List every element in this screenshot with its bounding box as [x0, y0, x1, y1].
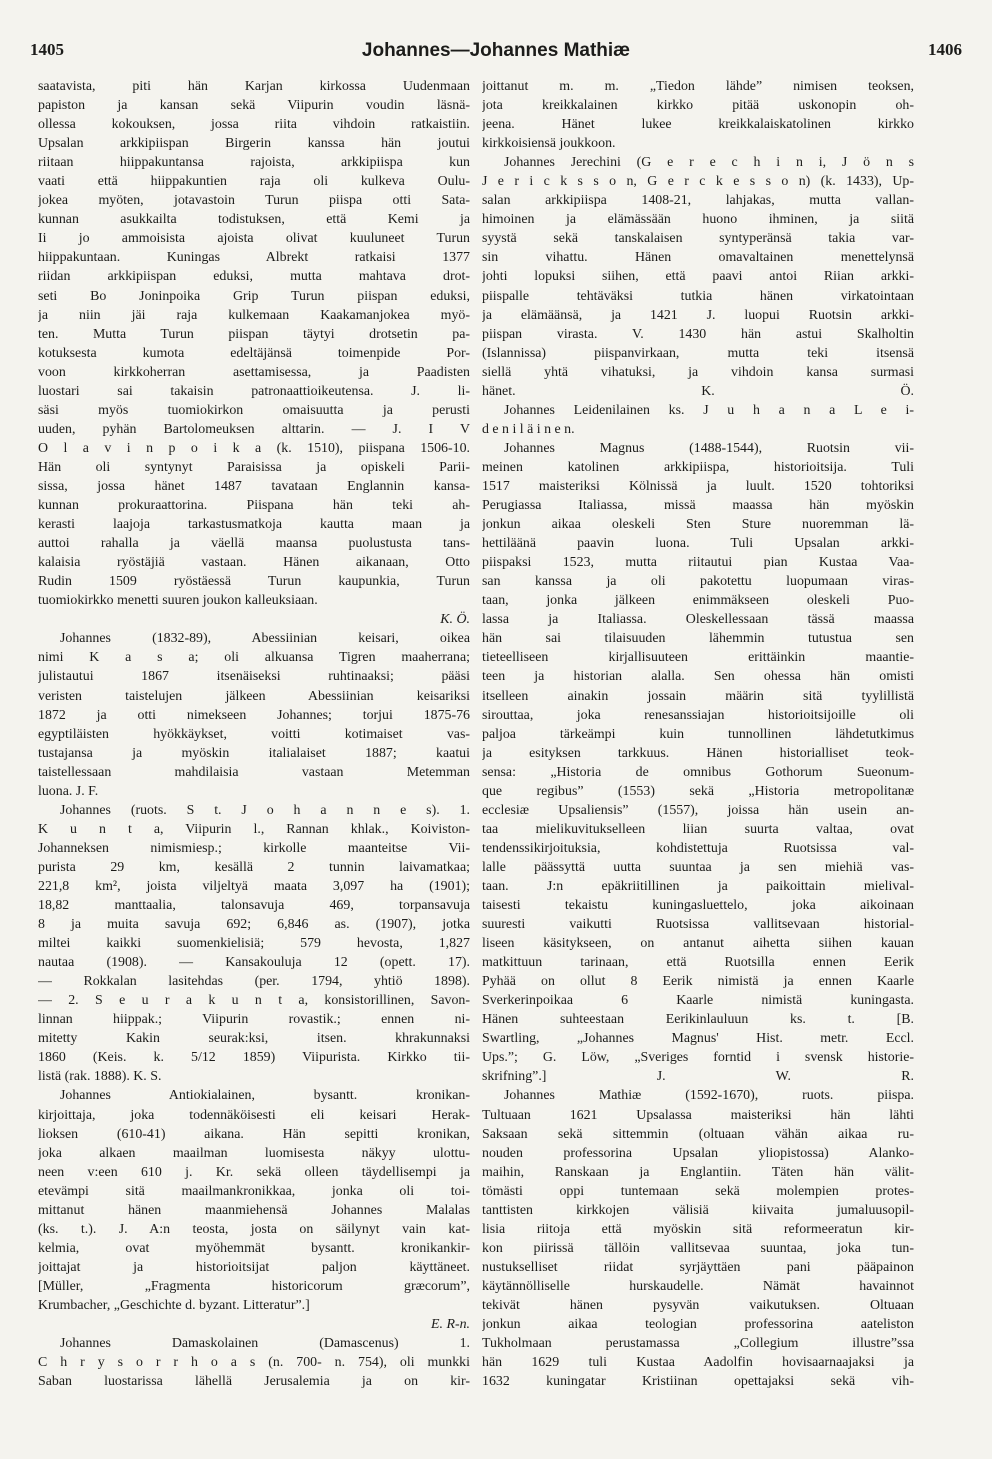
text-line: tustajansa ja myöskin italialaiset 1887; kaatui	[38, 745, 470, 761]
text-line: kalaisia ryöstäjiä vastaan. Hänen aikanaan, Otto	[38, 555, 470, 571]
text-line: (ks. t.). J. A:n teosta, josta on säilynyt vain kat-	[38, 1221, 470, 1237]
text-line: Hänen suhteestaan Eerikinlauluun ks. t. [B.	[482, 1012, 914, 1028]
text-line: Ii jo ammoisista ajoista olivat kuuluneet Turun	[38, 231, 470, 247]
text-line: Johannes Mathiæ (1592-1670), ruots. piispa.	[504, 1088, 914, 1104]
text-line: paljoa tärkeämpi kuin tunnollinen lähdetutkimus	[482, 726, 914, 742]
text-line: mitetty Kakin seurak:ksi, itsen. khrakunnaksi	[38, 1031, 470, 1047]
text-line: lisia riitoja että myöskin sitä reformeeratun kir-	[482, 1221, 914, 1237]
text-line: joittanut m. m. „Tiedon lähde” nimisen teoksen,	[482, 79, 914, 94]
text-line: nautaa (1908). — Kansakouluja 12 (opett. 17).	[38, 955, 470, 971]
text-line: Saban luostarissa lähellä Jerusalemia ja on kir-	[38, 1374, 470, 1390]
text-line: Sverkerinpoikaa 6 Kaarle nimistä kuningasta.	[482, 993, 914, 1009]
text-line: liseen käsitykseen, on antanut aihetta siihen kauan	[482, 936, 914, 952]
text-line: matkittuun tarinaan, että Ruotsilla ennen Eerik	[482, 955, 914, 971]
text-line: Johannes Magnus (1488-1544), Ruotsin vii-	[504, 440, 914, 456]
page-header	[0, 40, 992, 70]
text-line: ecclesiæ Upsaliensis” (1557), joissa hän usein an-	[482, 802, 914, 818]
text-line: 1872 ja otti nimekseen Johannes; torjui 1875-76	[38, 707, 470, 723]
text-line: siellä yhtä vihatuksi, ja vihdoin kansa surmasi	[482, 364, 914, 380]
text-line: Tultuaan 1621 Upsalassa maisteriksi hän lähti	[482, 1107, 914, 1123]
text-line: Johannes Damaskolainen (Damascenus) 1.	[60, 1336, 470, 1352]
text-line: himoinen ja elämässään huono ihminen, ja siitä	[482, 212, 914, 228]
text-line: vaati että hiippakuntien raja oli kulkeva Oulu-	[38, 174, 470, 190]
text-line: neen v:een 610 j. Kr. sekä olleen täydellisempi ja	[38, 1164, 470, 1180]
text-line: jota kreikkalainen kirkko pitää uskonopin oh-	[482, 98, 914, 114]
text-line: taan. J:n epäkriitillinen ja paikoittain mielival-	[482, 878, 914, 894]
text-line: tanttisten kirkkojen välisiä kiivaita jumaluusopil-	[482, 1202, 914, 1218]
text-line: Krumbacher, „Geschichte d. byzant. Litteratur”.]	[38, 1298, 310, 1313]
text-line: lalle päässyttä uutta suuntaa ja sen miehiä vas-	[482, 859, 914, 875]
text-line: säsi myös tuomiokirkon omaisuutta ja perusti	[38, 402, 470, 418]
text-line: nouden professorina Upsalan yliopistossa) Alanko-	[482, 1145, 914, 1161]
text-line: C h r y s o r r h o a s (n. 700- n. 754), oli munkki	[38, 1355, 470, 1371]
text-line: Johannes (ruots. S t. J o h a n n e s). 1.	[60, 802, 470, 818]
text-line: 1517 maisteriksi Kölnissä ja luult. 1520 tohtoriksi	[482, 478, 914, 494]
running-title: Johannes—Johannes Mathiæ	[361, 40, 631, 61]
text-line: suuresti vaikutti Ruotsissa vallitsevaan historial-	[482, 917, 914, 933]
text-line: linnan hiippak.; Viipurin rovastik.; ennen ni-	[38, 1012, 470, 1028]
text-line: egyptiläisten hyökkäykset, voitti kotimaiset vas-	[38, 726, 470, 742]
text-line: ten. Mutta Turun piispan täytyi drotsetin pa-	[38, 326, 470, 342]
page-number-right: 1406	[928, 40, 962, 59]
text-line: luostari sai takaisin patronaattioikeutensa. J. li-	[38, 383, 470, 399]
text-line: jonkun aikaa teologian professorina aateliston	[482, 1317, 914, 1333]
text-line: riidan arkkipiispan eduksi, mutta mahtava drot-	[38, 269, 470, 285]
text-line: johti lopuksi siihen, että paavi antoi Riian arkki-	[482, 269, 914, 285]
text-line: taa mielikuvitukselleen liian suurta valtaa, ovat	[482, 821, 914, 837]
text-line: Swartling, „Johannes Magnus' Hist. metr. Eccl.	[482, 1031, 914, 1047]
text-line: san kanssa ja oli pakotettu luopumaan viras-	[482, 574, 914, 590]
text-line: riitaan hiippakuntansa rajoista, arkkipiispa kun	[38, 155, 470, 171]
text-line: que regibus” (1553) sekä „Historia metropolitanæ	[482, 783, 914, 799]
text-line: Rudin 1509 ryöstäessä Turun kaupunkia, Turun	[38, 574, 470, 590]
text-line: joka alkaen maailman luomisesta näkyy ulottu-	[38, 1145, 470, 1161]
text-line: miltei kaikki suomenkielisiä; 579 hevosta, 1,827	[38, 936, 470, 952]
text-line: saatavista, piti hän Karjan kirkossa Uudenmaan	[38, 79, 470, 94]
text-line: tendenssikirjoituksia, kohdistettuja Ruotsissa val-	[482, 840, 914, 856]
text-line: J e r i c k s s o n, G e r c k e s s o n) (k. 1433), Up-	[482, 174, 914, 190]
text-line: käytännölliselle hurskaudelle. Nämät havainnot	[482, 1278, 914, 1294]
text-line: kirkkoisiensä joukkoon.	[482, 136, 616, 152]
text-line: Johannes Antiokialainen, bysantt. kronikan-	[60, 1088, 470, 1104]
text-line: — Rokkalan lasitehdas (per. 1794, yhtiö 1898).	[38, 974, 470, 990]
text-line: veristen taistelujen jälkeen Abessiinian keisariksi	[38, 688, 470, 704]
text-line: hän sai tilaisuuden lähemmin tutustua sen	[482, 631, 914, 647]
text-line: hän 1629 tuli Kustaa Aadolfin hovisaarnaajaksi ja	[482, 1355, 914, 1371]
text-line: E. R-n.	[431, 1317, 470, 1333]
text-line: Ups.”; G. Löw, „Sveriges forntid i svensk historie-	[482, 1050, 914, 1066]
text-line: nustukselliset riidat syrjäyttäen pani pääpainon	[482, 1259, 914, 1275]
text-line: Tukholmaan perustamassa „Collegium illustre”ssa	[482, 1336, 914, 1352]
text-line: Johannes Leidenilainen ks. J u h a n a L e i-	[504, 402, 914, 418]
text-line: voon kirkkoherran asettamisessa, ja Paadisten	[38, 364, 470, 380]
text-line: sissa, jossa hänet 1487 tavataan Englannin kansa-	[38, 478, 470, 494]
text-line: 18,82 manttaalia, talonsavuja 469, torpansavuja	[38, 898, 470, 914]
text-line: julistautui 1867 itsenäiseksi ruhtinaaksi; pääsi	[38, 669, 470, 685]
left-text-column	[38, 77, 470, 1433]
text-line: jokea myöten, jotavastoin Turun piispa otti Sata-	[38, 193, 470, 209]
text-line: lioksen (610-41) aikana. Hän sepitti kronikan,	[38, 1126, 470, 1142]
text-line: Hän oli syntynyt Paraisissa ja opiskeli Parii-	[38, 459, 470, 475]
text-line: hettiläänä paavin luona. Tuli Upsalan arkki-	[482, 536, 914, 552]
text-line: itselleen ainakin jossain määrin sitä tyylillistä	[482, 688, 914, 704]
text-line: tieteelliseen kirjallisuuteen erittäinkin maantie-	[482, 650, 914, 666]
text-line: (Islannissa) piispanvirkaan, mutta teki itsensä	[482, 345, 914, 361]
text-line: lassa ja Italiassa. Oleskellessaan tässä maassa	[482, 612, 914, 628]
text-line: syystä sekä tanskalaisen syntyperänsä takia var-	[482, 231, 914, 247]
text-line: luona. J. F.	[38, 783, 99, 799]
text-line: tuomiokirkko menetti suuren joukon kalleuksiaan.	[38, 593, 318, 609]
text-line: tömästi oppi tuntemaan sekä molempien protes-	[482, 1183, 914, 1199]
text-line: Pyhää on ollut 8 Eerik nimistä ja ennen Kaarle	[482, 974, 914, 990]
text-line: kon piirissä tällöin vallitsevaa suuntaa, joka tun-	[482, 1240, 914, 1256]
text-line: — 2. S e u r a k u n t a, konsistorillinen, Savon-	[38, 993, 470, 1009]
text-line: papiston ja kansan sekä Viipurin voudin läsnä-	[38, 98, 470, 114]
text-line: ollessa kokouksen, jossa riita vihdoin ratkaistiin.	[38, 117, 470, 133]
text-line: K u n t a, Viipurin l., Rannan khlak., Koiviston-	[38, 821, 470, 837]
text-line: kirjoittaja, joka todennäköisesti eli keisari Herak-	[38, 1107, 470, 1123]
text-line: skrifning”.] J. W. R.	[482, 1069, 914, 1085]
text-line: O l a v i n p o i k a (k. 1510), piispana 1506-10.	[38, 440, 470, 456]
text-line: jonkun aikaa oleskeli Sten Sture nuoremman lä-	[482, 517, 914, 533]
text-line: nimi K a s a; oli alkuansa Tigren maaherrana;	[38, 650, 470, 666]
text-line: ja elämäänsä, ja 1421 J. luopui Ruotsin arkki-	[482, 307, 914, 323]
text-line: 221,8 km², joista viljeltyä maata 3,097 ha (1901);	[38, 878, 470, 894]
text-line: Johanneksen nimismiesp.; kirkolle maanteitse Vii-	[38, 840, 470, 856]
text-line: taisesti tekaistu kuningasluettelo, joka aikoinaan	[482, 898, 914, 914]
text-line: hiippakuntaan. Kuningas Albrekt ratkaisi 1377	[38, 250, 470, 266]
text-line: auttoi rahalla ja väellä maansa puolustusta tans-	[38, 536, 470, 552]
text-line: mittanut hänen maanmiehensä Johannes Malalas	[38, 1202, 470, 1218]
text-line: Upsalan arkkipiispan Birgerin kanssa hän joutui	[38, 136, 470, 152]
text-line: K. Ö.	[440, 612, 470, 628]
text-line: Johannes Jerechini (G e r e c h i n i, J ö n s	[504, 155, 914, 171]
text-line: sensa: „Historia de omnibus Gothorum Sueonum-	[482, 764, 914, 780]
text-line: Johannes (1832-89), Abessiinian keisari, oikea	[60, 631, 470, 647]
text-line: taistellessaan mahdilaisia vastaan Metemman	[38, 764, 470, 780]
text-line: 1632 kuningatar Kristiinan opettajaksi sekä vih-	[482, 1374, 914, 1390]
right-text-column	[482, 77, 914, 1433]
text-line: kerasti laajoja tarkastusmatkoja kautta maan ja	[38, 517, 470, 533]
text-line: seti Bo Joninpoika Grip Turun piispan eduksi,	[38, 288, 470, 304]
text-line: teen ja historian alalla. Sen ohessa hän omisti	[482, 669, 914, 685]
text-line: sirouttaa, joka renesanssiajan historioitsijoille oli	[482, 707, 914, 723]
text-line: kelmia, ovat myöhemmät bysantt. kronikankir-	[38, 1240, 470, 1256]
text-line: kunnan prokuraattorina. Piispana hän teki ah-	[38, 498, 470, 514]
text-line: Saksaan sekä sittemmin (oltuaan vähän aikaa ru-	[482, 1126, 914, 1142]
text-line: ja niin jäi raja kulkemaan Kaakamanjokea myö-	[38, 307, 470, 323]
text-line: piispalle tehtäväksi tutkia hänen virkatointaan	[482, 288, 914, 304]
text-line: joittajat ja historioitsijat paljon käyttäneet.	[38, 1259, 470, 1275]
text-line: listä (rak. 1888). K. S.	[38, 1069, 162, 1085]
text-line: d e n i l ä i n e n.	[482, 421, 575, 437]
text-line: salan arkkipiispa 1408-21, lahjakas, mutta vallan-	[482, 193, 914, 209]
text-line: Perugiassa Italiassa, missä maassa hän myöskin	[482, 498, 914, 514]
text-line: tekivät hänen pysyvän vaikutuksen. Oltuaan	[482, 1298, 914, 1313]
text-line: kotuksesta kumota edeltäjänsä toimenpide Por-	[38, 345, 470, 361]
text-line: uuden, pyhän Bartolomeuksen alttarin. — J. I V	[38, 421, 470, 437]
text-line: [Müller, „Fragmenta historicorum græcorum”,	[38, 1278, 470, 1294]
text-line: piispaksi 1523, mutta riitautui pian Kustaa Vaa-	[482, 555, 914, 571]
text-line: maihin, Ranskaan ja Englantiin. Täten hän välit-	[482, 1164, 914, 1180]
text-line: 8 ja muita savuja 692; 6,846 as. (1907), jotka	[38, 917, 470, 933]
text-line: hänet. K. Ö.	[482, 383, 914, 399]
text-line: jeena. Hänet lukee kreikkalaiskatolinen kirkko	[482, 117, 914, 133]
text-line: ja esityksen tarkkuus. Hänen historialliset teok-	[482, 745, 914, 761]
text-line: taan, jonka jälkeen enimmäkseen oleskeli Puo-	[482, 593, 914, 609]
text-line: etevämpi sitä maailmankronikkaa, jonka oli toi-	[38, 1183, 470, 1199]
text-line: piispan virasta. V. 1430 hän astui Skalholtin	[482, 326, 914, 342]
text-line: purista 29 km, kesällä 2 tunnin laivamatkaa;	[38, 859, 470, 875]
page-number-left: 1405	[30, 40, 64, 59]
text-line: meinen katolinen arkkipiispa, historioitsija. Tuli	[482, 459, 914, 475]
text-line: sin vihattu. Hänen omavaltainen menettelynsä	[482, 250, 914, 266]
text-line: 1860 (Keis. k. 5/12 1859) Viipurista. Kirkko tii-	[38, 1050, 470, 1066]
text-line: kunnan asukkailta todistuksen, että Kemi ja	[38, 212, 470, 228]
